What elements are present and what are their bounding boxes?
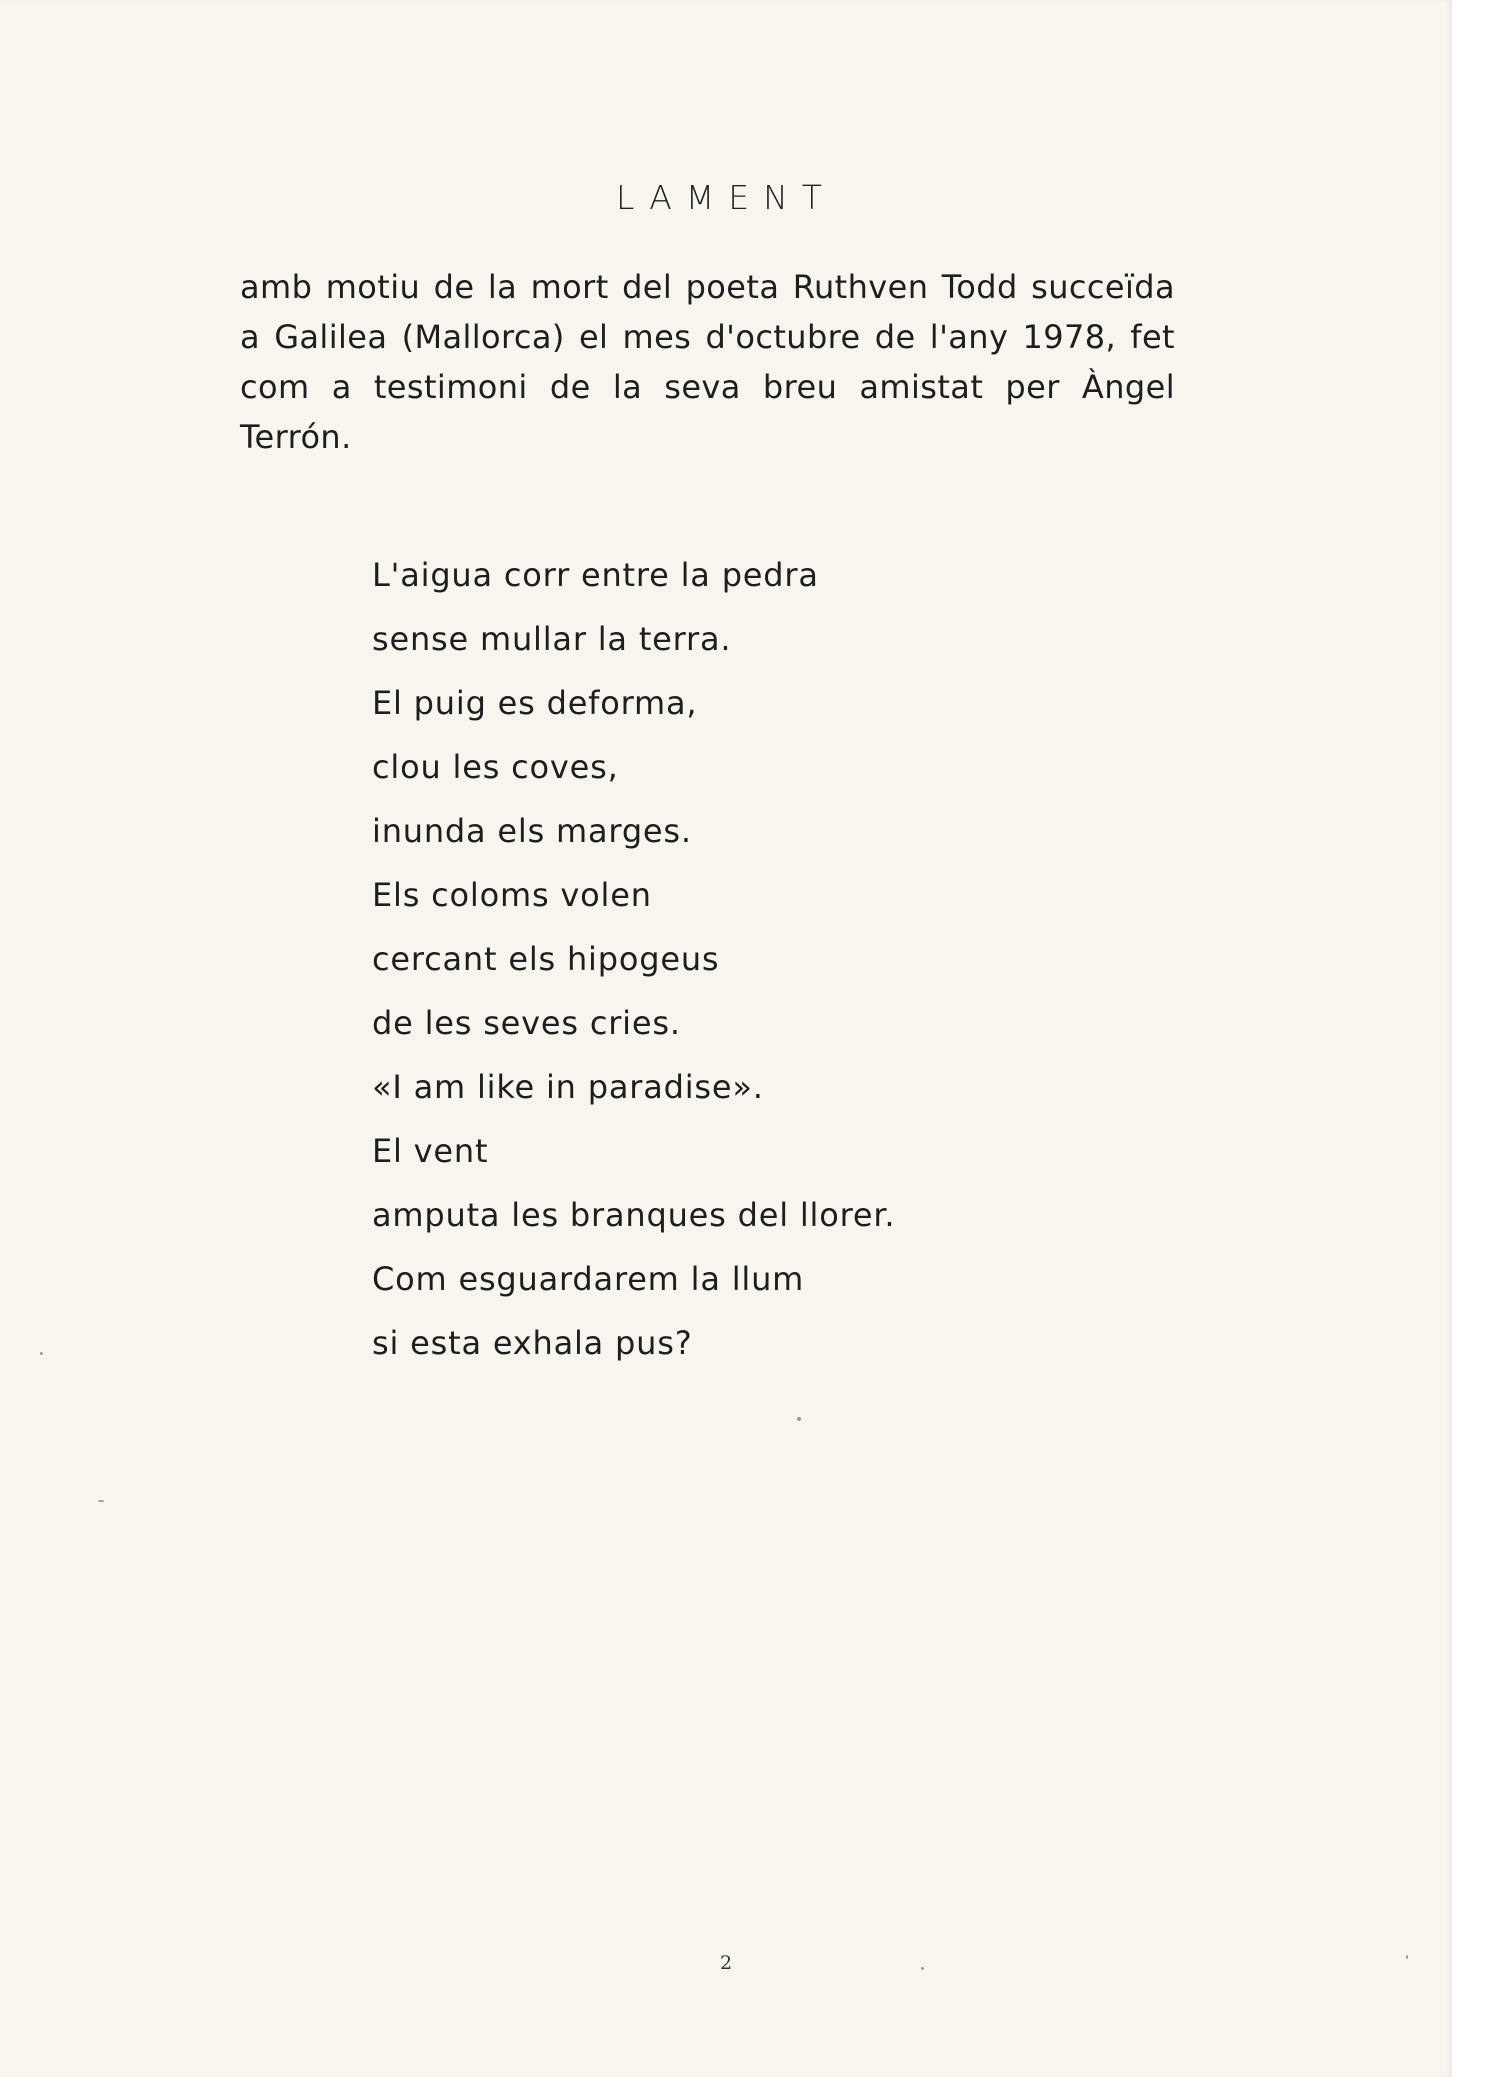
poem-line: de les seves cries. (372, 1004, 681, 1042)
poem-body (372, 543, 1072, 1375)
poem-title: LAMENT (616, 178, 836, 217)
poem-line: El puig es deforma, (372, 684, 698, 722)
dedication-text: amb motiu de la mort del poeta Ruthven Todd succeïda a Galilea (Mallorca) el mes d'octubre de l'any 1978, fet com a testimoni de la seva breu amistat per Àngel Terrón. (240, 268, 1175, 456)
poem-line: sense mullar la terra. (372, 620, 732, 658)
poem-line: Com esguardarem la llum (372, 1260, 805, 1298)
page-number: 2 (719, 1952, 733, 1974)
poem-line: L'aigua corr entre la pedra (372, 556, 819, 594)
poem-line: inunda els marges. (372, 812, 692, 850)
poem-line: El vent (372, 1132, 489, 1170)
poem-line: «I am like in paradise». (372, 1068, 764, 1106)
poem-line: si esta exhala pus? (372, 1324, 693, 1362)
poem-line: clou les coves, (372, 748, 619, 786)
poem-line: cercant els hipogeus (372, 940, 720, 978)
poem-line: amputa les branques del llorer. (372, 1196, 896, 1234)
paper-speck (1406, 1955, 1408, 1959)
paper-speck (40, 1352, 43, 1355)
dedication-paragraph (240, 262, 1175, 462)
poem-line: Els coloms volen (372, 876, 652, 914)
paper-speck (797, 1417, 801, 1421)
paper-speck (98, 1500, 104, 1502)
paper-speck (921, 1967, 924, 1970)
